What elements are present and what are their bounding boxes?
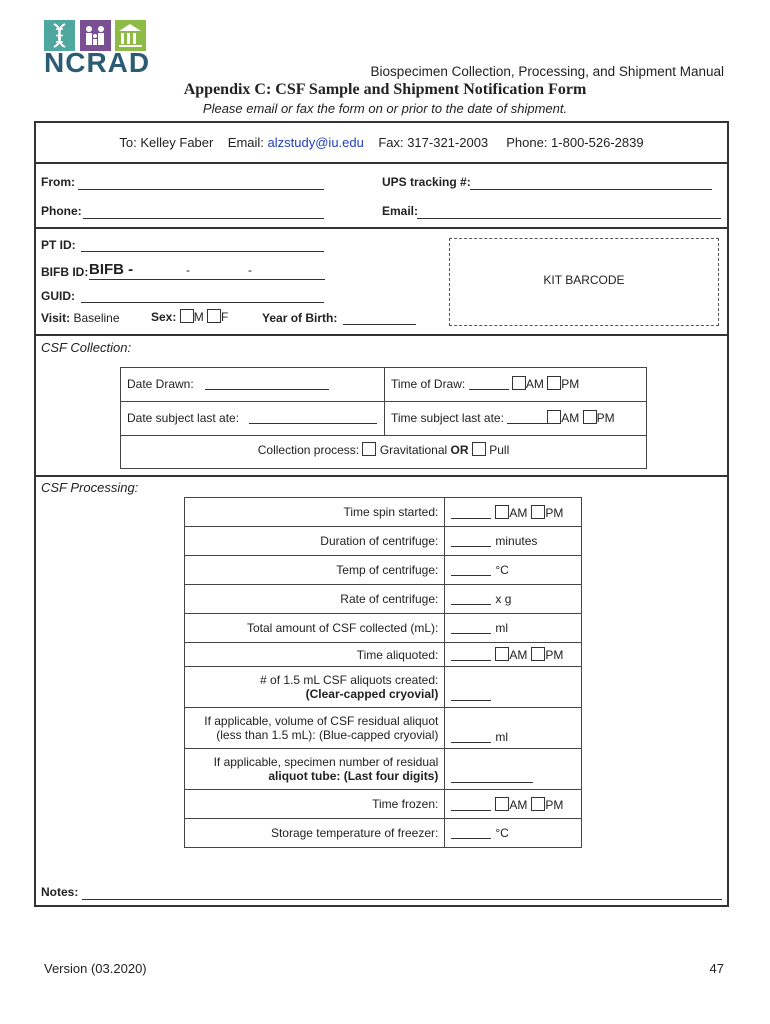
question-cell bbox=[185, 498, 445, 527]
shipper-email-field[interactable] bbox=[417, 218, 721, 219]
version-label: Version (03.2020) bbox=[44, 961, 147, 976]
answer-cell bbox=[445, 527, 582, 556]
collection-table bbox=[120, 367, 647, 469]
date-drawn-label: Date Drawn: bbox=[127, 377, 194, 391]
manual-title: Biospecimen Collection, Processing, and Shipment Manual bbox=[370, 64, 724, 79]
pm-label: PM bbox=[545, 505, 564, 520]
question-cell bbox=[185, 790, 445, 819]
question-subtext: (Clear-capped cryovial) bbox=[305, 687, 439, 701]
unit-label: minutes bbox=[495, 534, 538, 548]
form-instructions: Please email or fax the form on or prior to the date of shipment. bbox=[202, 101, 568, 116]
year-of-birth-label: Year of Birth: bbox=[262, 311, 338, 325]
unit-label: ml bbox=[495, 621, 509, 635]
sex-m-checkbox[interactable] bbox=[180, 309, 194, 323]
time-of-draw-field[interactable] bbox=[469, 377, 509, 390]
answer-cell bbox=[445, 819, 582, 848]
table-row bbox=[185, 498, 582, 527]
question-cell bbox=[185, 749, 445, 790]
page-number: 47 bbox=[709, 961, 724, 976]
table-row bbox=[185, 667, 582, 708]
gravitational-checkbox[interactable] bbox=[362, 442, 376, 456]
question-text: Temp of centrifuge: bbox=[336, 563, 439, 577]
pt-id-label: PT ID: bbox=[41, 238, 76, 252]
visit-label: Visit: bbox=[41, 311, 71, 325]
question-text: Total amount of CSF collected (mL): bbox=[246, 621, 439, 635]
divider bbox=[36, 334, 727, 336]
question-cell bbox=[185, 819, 445, 848]
question-cell bbox=[185, 643, 445, 667]
question-cell bbox=[185, 667, 445, 708]
answer-cell bbox=[445, 556, 582, 585]
bifb-prefix: BIFB - bbox=[89, 261, 134, 278]
question-cell bbox=[185, 614, 445, 643]
pull-checkbox[interactable] bbox=[472, 442, 486, 456]
pull-label: Pull bbox=[489, 443, 510, 457]
pm-label: PM bbox=[561, 377, 580, 391]
answer-field[interactable] bbox=[451, 730, 491, 743]
answer-cell bbox=[445, 585, 582, 614]
answer-cell bbox=[445, 667, 582, 708]
answer-field[interactable] bbox=[451, 592, 491, 605]
answer-field[interactable] bbox=[451, 798, 491, 811]
date-last-ate-label: Date subject last ate: bbox=[127, 411, 240, 425]
question-subtext: aliquot tube: (Last four digits) bbox=[268, 769, 439, 783]
time-last-ate-field[interactable] bbox=[507, 411, 547, 424]
collection-process-label: Collection process: bbox=[257, 443, 360, 457]
time-of-draw-label: Time of Draw: bbox=[391, 377, 466, 391]
question-text: Rate of centrifuge: bbox=[340, 592, 439, 606]
table-row bbox=[185, 527, 582, 556]
notes-field[interactable] bbox=[82, 899, 722, 900]
answer-field[interactable] bbox=[451, 770, 533, 783]
answer-field[interactable] bbox=[451, 563, 491, 576]
am-checkbox[interactable] bbox=[495, 647, 509, 661]
table-col-divider bbox=[384, 368, 385, 435]
answer-cell bbox=[445, 749, 582, 790]
pm-checkbox[interactable] bbox=[531, 647, 545, 661]
logo-text: NCRAD bbox=[44, 47, 151, 78]
question-text: Time aliquoted: bbox=[356, 647, 439, 662]
from-label: From: bbox=[41, 175, 75, 189]
am-label: AM bbox=[509, 797, 528, 812]
time-last-ate-row bbox=[391, 410, 615, 425]
sex-m-label: M bbox=[193, 310, 204, 324]
csf-processing-title: CSF Processing: bbox=[41, 480, 139, 495]
question-cell bbox=[185, 556, 445, 585]
date-last-ate-field[interactable] bbox=[249, 423, 377, 424]
pt-id-field[interactable] bbox=[81, 251, 324, 252]
question-subtext: (less than 1.5 mL): (Blue-capped cryovial) bbox=[216, 728, 439, 742]
question-text: # of 1.5 mL CSF aliquots created: bbox=[260, 673, 439, 687]
question-text: Storage temperature of freezer: bbox=[270, 826, 439, 840]
guid-label: GUID: bbox=[41, 289, 75, 303]
am-checkbox[interactable] bbox=[547, 410, 561, 424]
sex-f-label: F bbox=[221, 310, 229, 324]
am-label: AM bbox=[561, 411, 580, 425]
pm-checkbox[interactable] bbox=[583, 410, 597, 424]
answer-field[interactable] bbox=[451, 534, 491, 547]
contact-email-link[interactable]: alzstudy@iu.edu bbox=[267, 135, 364, 150]
ups-tracking-label: UPS tracking #: bbox=[382, 175, 471, 189]
table-row bbox=[185, 819, 582, 848]
question-cell bbox=[185, 527, 445, 556]
bifb-dash: - bbox=[248, 263, 252, 277]
am-label: AM bbox=[509, 648, 528, 662]
unit-label: ml bbox=[495, 730, 509, 744]
gravitational-label: Gravitational bbox=[379, 443, 448, 457]
table-row bbox=[185, 708, 582, 749]
phone-label: Phone: bbox=[41, 204, 82, 218]
am-label: AM bbox=[525, 377, 544, 391]
table-row bbox=[185, 614, 582, 643]
unit-label: x g bbox=[495, 592, 512, 606]
answer-field[interactable] bbox=[451, 826, 491, 839]
table-row bbox=[185, 585, 582, 614]
unit-label: °C bbox=[495, 826, 509, 840]
question-text: Time spin started: bbox=[343, 505, 439, 519]
am-checkbox[interactable] bbox=[495, 797, 509, 811]
visit-row bbox=[41, 311, 120, 325]
am-checkbox[interactable] bbox=[495, 505, 509, 519]
bifb-id-field[interactable] bbox=[89, 279, 325, 280]
shipper-email-label: Email: bbox=[382, 204, 419, 218]
divider bbox=[36, 475, 727, 477]
from-field[interactable] bbox=[78, 189, 324, 190]
sex-label: Sex: bbox=[151, 310, 177, 324]
or-label: OR bbox=[450, 443, 469, 457]
contact-fax: Fax: 317-321-2003 bbox=[378, 135, 489, 150]
divider bbox=[36, 162, 727, 164]
page-title: Appendix C: CSF Sample and Shipment Notification Form bbox=[183, 81, 587, 98]
answer-field[interactable] bbox=[451, 506, 491, 519]
answer-field[interactable] bbox=[451, 621, 491, 634]
email-label: Email: bbox=[227, 135, 264, 150]
divider bbox=[36, 227, 727, 229]
bifb-dash: - bbox=[186, 263, 190, 277]
recipient: To: Kelley Faber bbox=[119, 135, 214, 150]
table-row bbox=[185, 790, 582, 819]
unit-label: °C bbox=[495, 563, 509, 577]
table-row bbox=[185, 643, 582, 667]
question-text: Duration of centrifuge: bbox=[320, 534, 439, 548]
table-row-divider bbox=[121, 435, 646, 436]
question-cell bbox=[185, 585, 445, 614]
answer-cell bbox=[445, 614, 582, 643]
question-text: Time frozen: bbox=[372, 797, 439, 811]
visit-value: Baseline bbox=[73, 311, 120, 325]
answer-cell bbox=[445, 790, 582, 819]
pm-label: PM bbox=[596, 411, 615, 425]
notes-label: Notes: bbox=[41, 885, 79, 899]
answer-cell bbox=[445, 708, 582, 749]
csf-collection-title: CSF Collection: bbox=[41, 340, 132, 355]
ups-tracking-field[interactable] bbox=[470, 189, 712, 190]
contact-row bbox=[36, 135, 727, 150]
time-last-ate-label: Time subject last ate: bbox=[391, 411, 504, 425]
answer-cell bbox=[445, 643, 582, 667]
year-of-birth-field[interactable] bbox=[343, 324, 416, 325]
question-cell bbox=[185, 708, 445, 749]
date-drawn-field[interactable] bbox=[205, 389, 329, 390]
bifb-id-label: BIFB ID: bbox=[41, 265, 89, 279]
kit-barcode-box bbox=[449, 238, 719, 326]
contact-phone: Phone: 1-800-526-2839 bbox=[506, 135, 644, 150]
kit-barcode-label: KIT BARCODE bbox=[543, 273, 625, 287]
answer-field[interactable] bbox=[451, 688, 491, 701]
question-text: If applicable, specimen number of residual bbox=[213, 755, 439, 769]
time-of-draw-row bbox=[391, 376, 579, 391]
am-label: AM bbox=[509, 505, 528, 520]
question-text: If applicable, volume of CSF residual aliquot bbox=[204, 714, 439, 728]
guid-field[interactable] bbox=[81, 302, 324, 303]
table-row bbox=[185, 556, 582, 585]
table-row bbox=[185, 749, 582, 790]
sex-f-checkbox[interactable] bbox=[207, 309, 221, 323]
pm-checkbox[interactable] bbox=[531, 505, 545, 519]
pm-checkbox[interactable] bbox=[531, 797, 545, 811]
phone-field[interactable] bbox=[83, 218, 324, 219]
pm-checkbox[interactable] bbox=[547, 376, 561, 390]
collection-process-row bbox=[121, 442, 646, 457]
pm-label: PM bbox=[545, 648, 564, 662]
processing-table bbox=[184, 497, 582, 848]
answer-cell bbox=[445, 498, 582, 527]
am-checkbox[interactable] bbox=[512, 376, 526, 390]
notification-form bbox=[34, 121, 729, 907]
pm-label: PM bbox=[545, 797, 564, 812]
answer-field[interactable] bbox=[451, 648, 491, 661]
sex-row bbox=[151, 309, 228, 324]
